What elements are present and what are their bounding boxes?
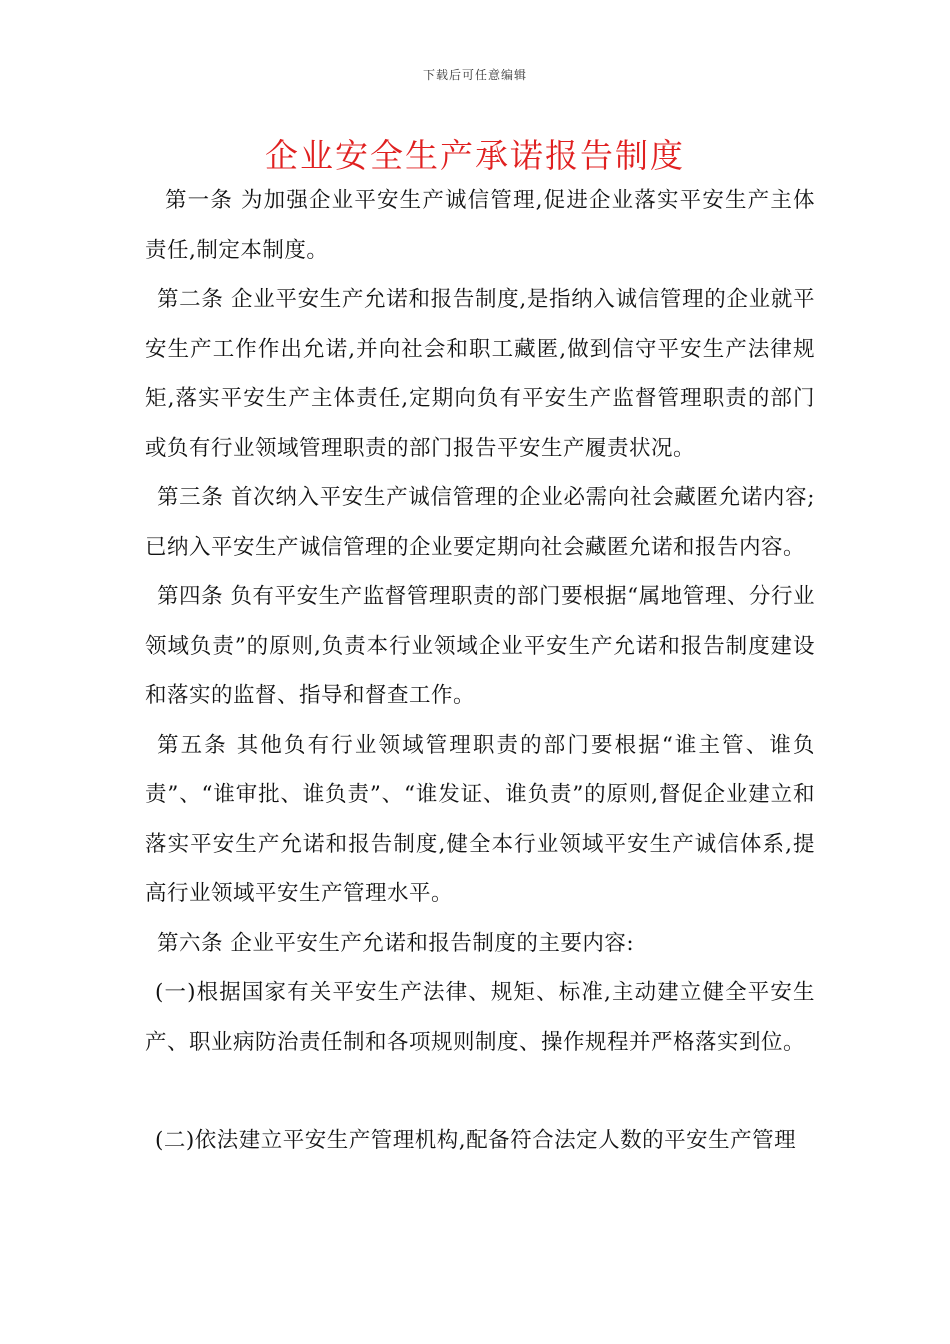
document-title: 企业安全生产承诺报告制度 [265,136,685,175]
article-3: 第三条 首次纳入平安生产诚信管理的企业必需向社会藏匿允诺内容;已纳入平安生产诚信管理的企业要定期向社会藏匿允诺和报告内容。 [145,485,815,560]
article-2: 第二条 企业平安生产允诺和报告制度,是指纳入诚信管理的企业就平安生产工作作出允诺,并向社会和职工藏匿,做到信守平安生产法律规矩,落实平安生产主体责任,定期向负有平安生产监督管理职责的部门或负有行业领域管理职责的部门报告平安生产履责状况。 [145,287,815,461]
article-1: 第一条 为加强企业平安生产诚信管理,促进企业落实平安生产主体责任,制定本制度。 [145,188,815,263]
article-6-item-2: (二)依法建立平安生产管理机构,配备符合法定人数的平安生产管理 [155,1128,797,1153]
article-6: 第六条 企业平安生产允诺和报告制度的主要内容: [157,930,635,956]
document-body [145,176,815,1166]
article-5: 第五条 其他负有行业领域管理职责的部门要根据“谁主管、谁负责”、“谁审批、谁负责”、“谁发证、谁负责”的原则,督促企业建立和落实平安生产允诺和报告制度,健全本行业领域平安生产诚信体系,提高行业领域平安生产管理水平。 [145,732,815,906]
paragraph-gap [145,1067,815,1116]
article-6-item-1: (一)根据国家有关平安生产法律、规矩、标准,主动建立健全平安生产、职业病防治责任制和各项规则制度、操作规程并严格落实到位。 [145,980,815,1055]
header-note: 下载后可任意编辑 [422,68,527,82]
article-4: 第四条 负有平安生产监督管理职责的部门要根据“属地管理、分行业领域负责”的原则,负责本行业领域企业平安生产允诺和报告制度建设和落实的监督、指导和督查工作。 [145,584,815,708]
